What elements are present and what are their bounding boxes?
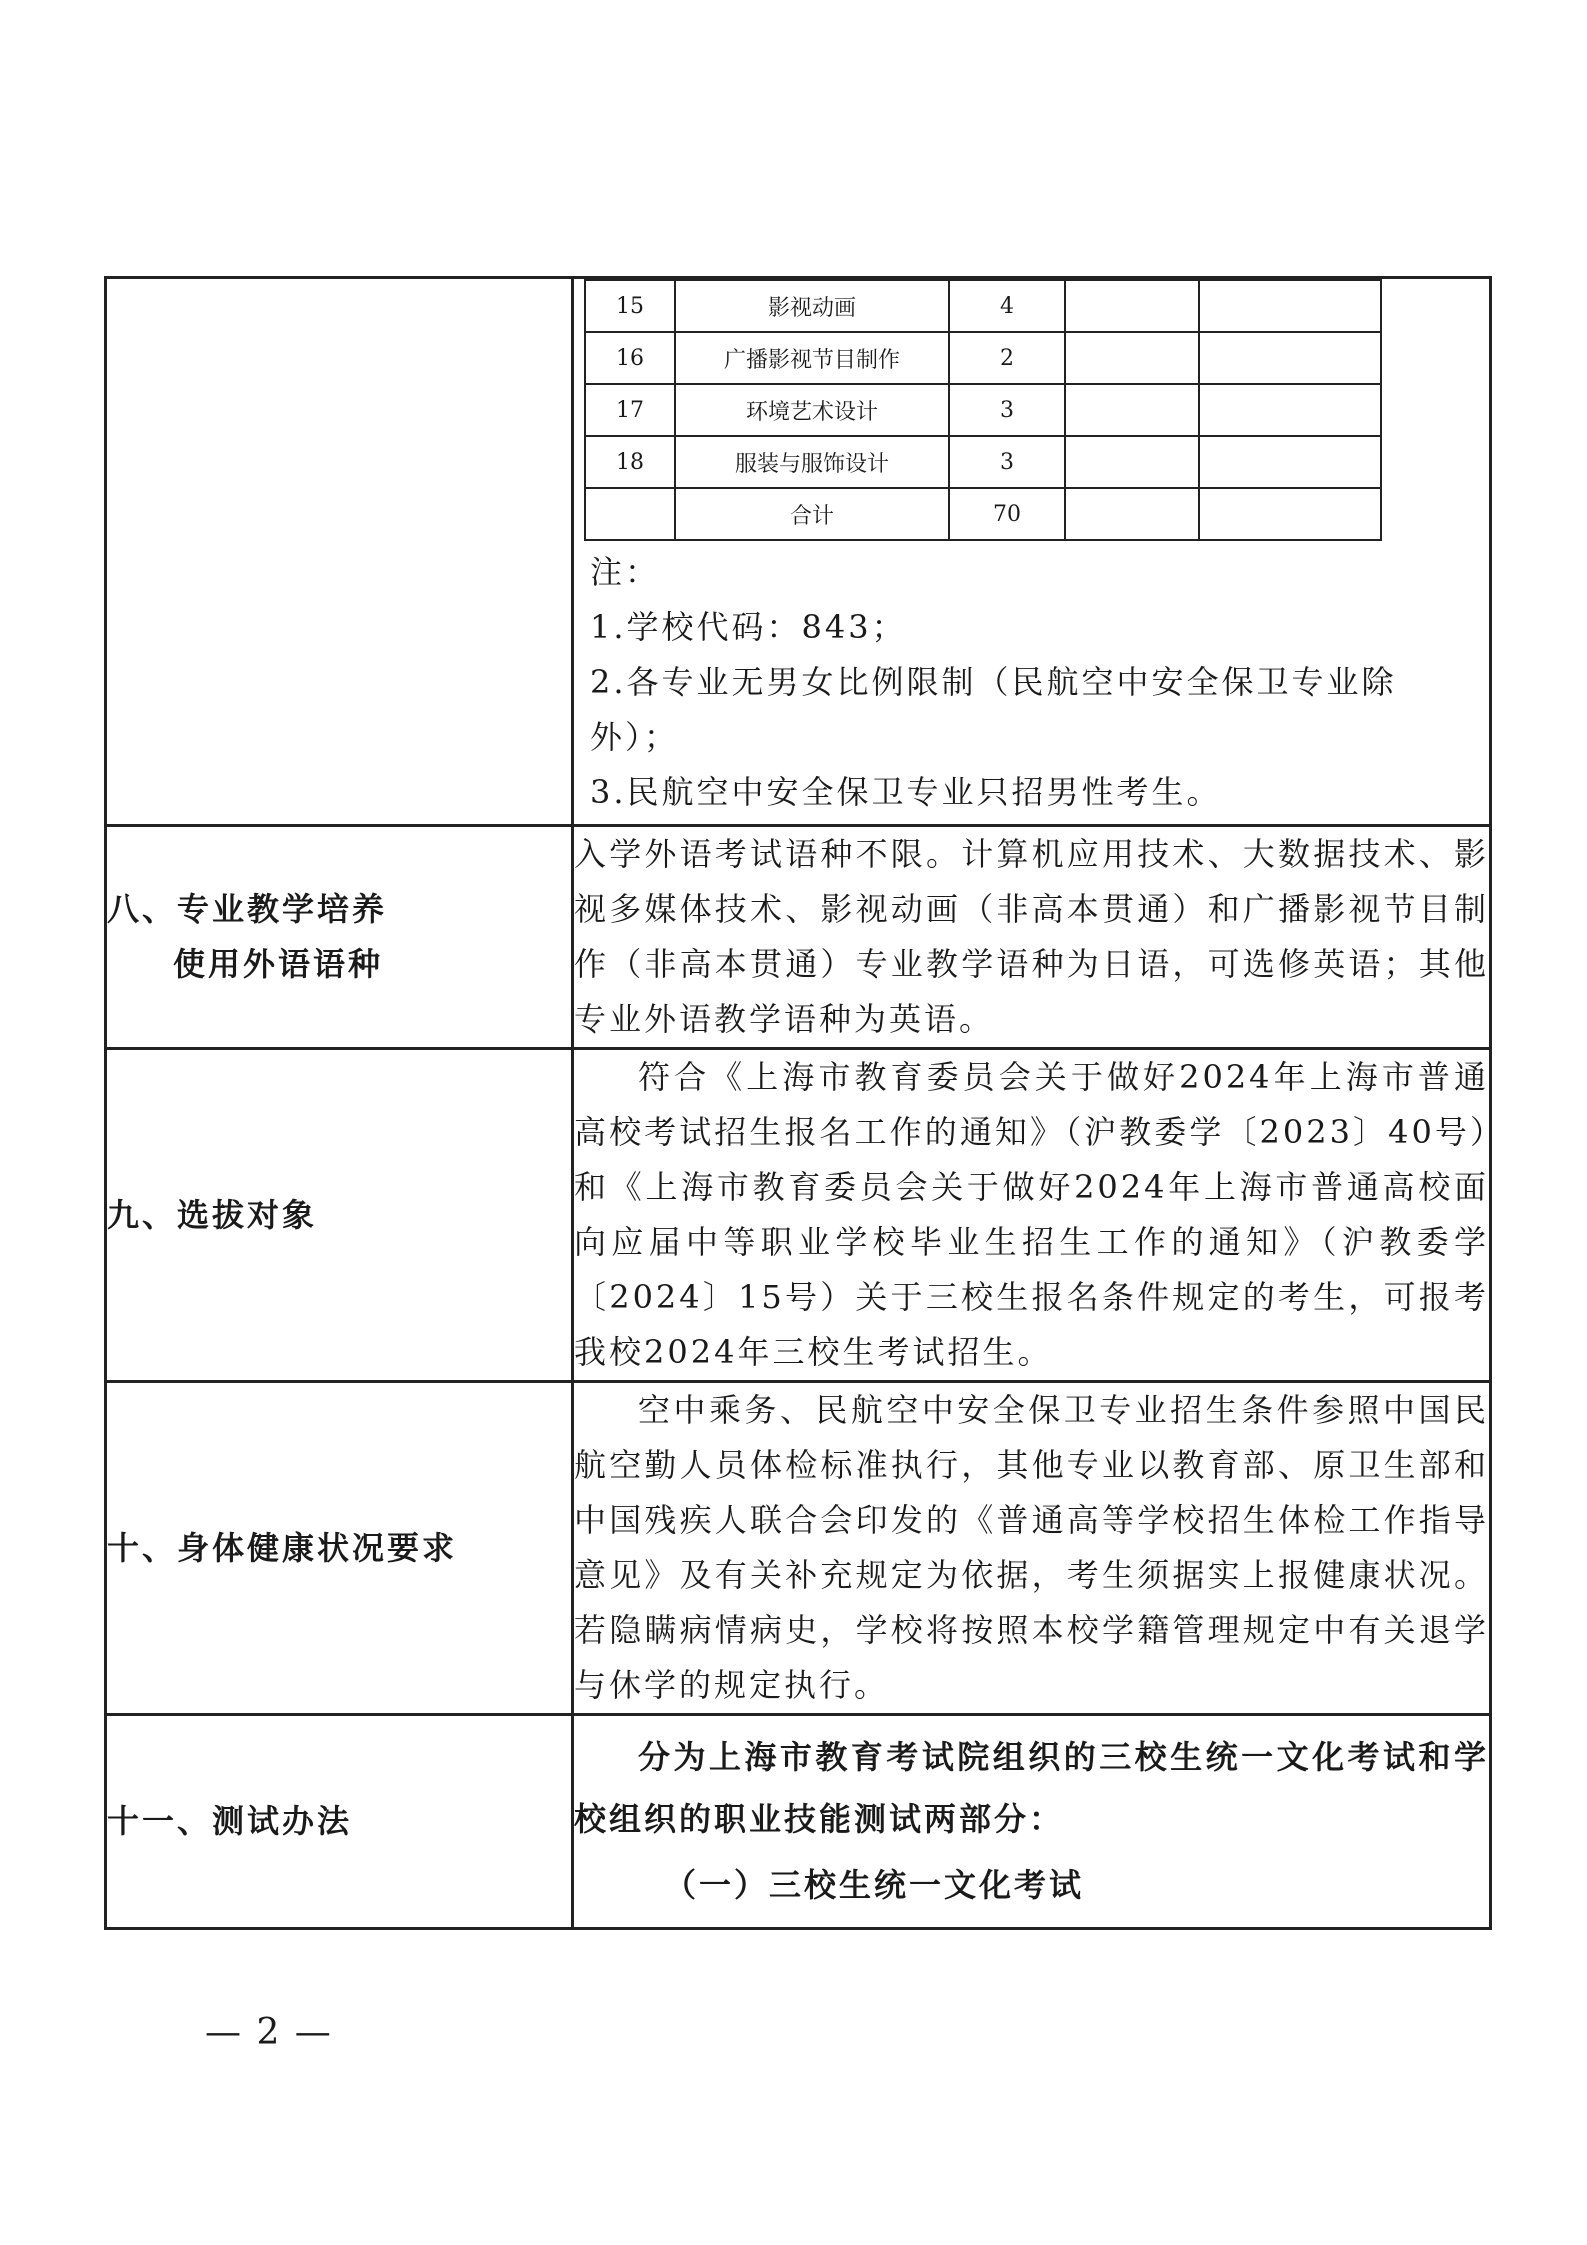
empty-cell	[1199, 436, 1381, 488]
section-text: 分为上海市教育考试院组织的三校生统一文化考试和学校组织的职业技能测试两部分：	[574, 1738, 1489, 1838]
section-content	[573, 1382, 1491, 1715]
empty-cell	[1199, 384, 1381, 436]
section-row-11	[106, 1715, 1491, 1929]
major-name: 影视动画	[675, 280, 949, 332]
empty-cell	[1199, 488, 1381, 540]
quota-count: 4	[949, 280, 1065, 332]
major-name: 广播影视节目制作	[675, 332, 949, 384]
section-content	[573, 1715, 1491, 1929]
section-text: 空中乘务、民航空中安全保卫专业招生条件参照中国民航空勤人员体检标准执行，其他专业以教育部、原卫生部和中国残疾人联合会印发的《普通高等学校招生体检工作指导意见》及有关补充规定为依据，考生须据实上报健康状况。若隐瞒病情病史，学校将按照本校学籍管理规定中有关退学与休学的规定执行。	[574, 1391, 1489, 1704]
section-label-line2: 使用外语语种	[173, 945, 384, 983]
empty-cell	[1065, 436, 1199, 488]
notes-title: 注：	[590, 553, 661, 591]
empty-cell	[1065, 488, 1199, 540]
row-number: 17	[585, 384, 675, 436]
empty-cell	[1065, 384, 1199, 436]
major-name: 环境艺术设计	[675, 384, 949, 436]
section-content	[573, 1049, 1491, 1382]
empty-cell	[1199, 280, 1381, 332]
total-row	[585, 488, 1381, 540]
plan-row-content-cell	[573, 278, 1491, 826]
section-row-9	[106, 1049, 1491, 1382]
quota-count: 3	[949, 436, 1065, 488]
admissions-table	[104, 276, 1492, 1930]
row-number: 18	[585, 436, 675, 488]
section-content	[573, 826, 1491, 1049]
row-number: 16	[585, 332, 675, 384]
section-text: 入学外语考试语种不限。计算机应用技术、大数据技术、影视多媒体技术、影视动画（非高本贯通）和广播影视节目制作（非高本贯通）专业教学语种为日语，可选修英语；其他专业外语教学语种为英语。	[574, 835, 1489, 1038]
section-label: 十一、测试办法	[106, 1715, 573, 1929]
notes-block	[574, 541, 1489, 824]
major-name: 服装与服饰设计	[675, 436, 949, 488]
plan-row	[106, 278, 1491, 826]
section-label	[106, 826, 573, 1049]
table-row	[585, 436, 1381, 488]
empty-cell	[1199, 332, 1381, 384]
note-item: 1.学校代码：843；	[590, 608, 907, 646]
empty-cell	[1065, 280, 1199, 332]
note-item: 2.各专业无男女比例限制（民航空中安全保卫专业除外）；	[590, 663, 1397, 756]
table-row	[585, 332, 1381, 384]
table-row	[585, 384, 1381, 436]
quota-count: 2	[949, 332, 1065, 384]
section-label: 十、身体健康状况要求	[106, 1382, 573, 1715]
row-number: 15	[585, 280, 675, 332]
section-label-line1: 八、专业教学培养	[107, 890, 388, 928]
quota-count: 3	[949, 384, 1065, 436]
major-quota-table	[584, 279, 1382, 541]
section-text: 符合《上海市教育委员会关于做好2024年上海市普通高校考试招生报名工作的通知》（沪教委学〔2023〕40号）和《上海市教育委员会关于做好2024年上海市普通高校面向应届中等职业学校毕业生招生工作的通知》（沪教委学〔2024〕15号）关于三校生报名条件规定的考生，可报考我校2024年三校生考试招生。	[574, 1058, 1489, 1371]
section-row-10	[106, 1382, 1491, 1715]
empty-cell	[585, 488, 675, 540]
total-value: 70	[949, 488, 1065, 540]
plan-row-label-cell	[106, 278, 573, 826]
section-label: 九、选拔对象	[106, 1049, 573, 1382]
empty-cell	[1065, 332, 1199, 384]
section-row-8	[106, 826, 1491, 1049]
table-row	[585, 280, 1381, 332]
section-subheading: （一）三校生统一文化考试	[664, 1866, 1085, 1904]
total-label: 合计	[675, 488, 949, 540]
page-number: — 2 —	[205, 2012, 333, 2053]
note-item: 3.民航空中安全保卫专业只招男性考生。	[590, 773, 1222, 811]
